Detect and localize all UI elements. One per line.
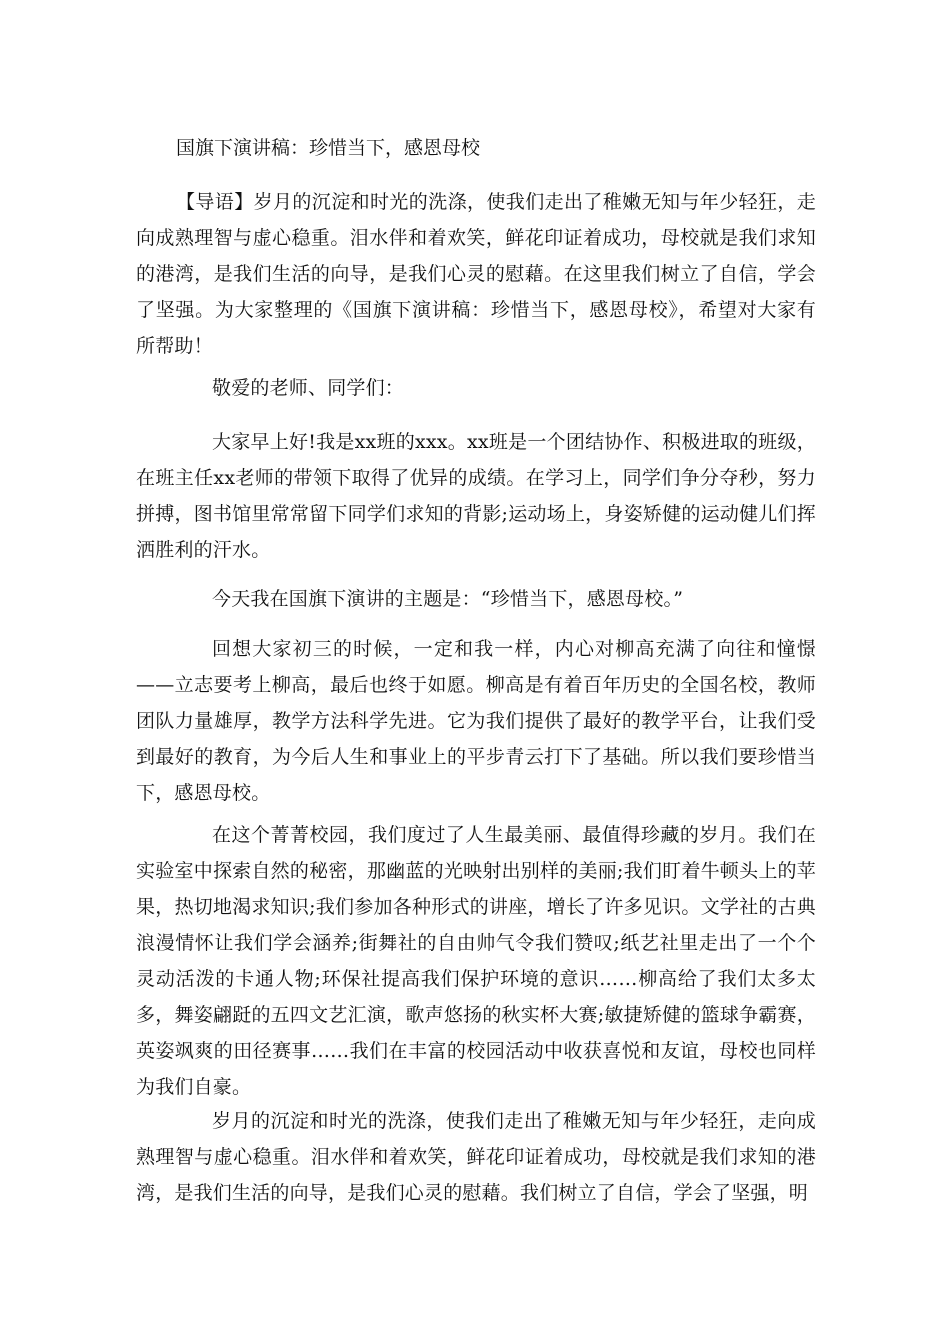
paragraph-greeting (136, 370, 816, 406)
paragraph-topic (136, 581, 816, 617)
paragraph-self-introduction (136, 424, 816, 568)
recall-text: 回想大家初三的时候，一定和我一样，内心对柳高充满了向往和憧憬——立志要考上柳高，最后也终于如愿。柳高是有着百年历史的全国名校，教师团队力量雄厚，教学方法科学先进。它为我们提供了最好的教学平台，让我们受到最好的教育，为今后人生和事业上的平步青云打下了基础。所以我们要珍惜当下，感恩母校。 (136, 638, 816, 804)
topic-text: 今天我在国旗下演讲的主题是：“珍惜当下，感恩母校。” (212, 588, 684, 610)
paragraph-campus-life (136, 817, 816, 1105)
document-title: 国旗下演讲稿：珍惜当下，感恩母校 (176, 137, 481, 159)
years-text: 岁月的沉淀和时光的洗涤，使我们走出了稚嫩无知与年少轻狂，走向成熟理智与虚心稳重。泪水伴和着欢笑，鲜花印证着成功，母校就是我们求知的港湾，是我们生活的向导，是我们心灵的慰藉。我们树立了自信，学会了坚强，明 (136, 1110, 816, 1204)
greeting-text: 敬爱的老师、同学们： (212, 377, 405, 399)
paragraph-intro (136, 184, 816, 364)
intro-text: 【导语】岁月的沉淀和时光的洗涤，使我们走出了稚嫩无知与年少轻狂，走向成熟理智与虚心稳重。泪水伴和着欢笑，鲜花印证着成功，母校就是我们求知的港湾，是我们生活的向导，是我们心灵的慰藉。在这里我们树立了自信，学会了坚强。为大家整理的《国旗下演讲稿：珍惜当下，感恩母校》，希望对大家有所帮助！ (136, 191, 816, 357)
self-introduction-text: 大家早上好!我是xx班的xxx。xx班是一个团结协作、积极进取的班级，在班主任xx老师的带领下取得了优异的成绩。在学习上，同学们争分夺秒，努力拼搏，图书馆里常常留下同学们求知的背影;运动场上，身姿矫健的运动健儿们挥洒胜利的汗水。 (136, 431, 816, 561)
paragraph-years (136, 1103, 816, 1211)
paragraph-recall (136, 631, 816, 811)
campus-life-text: 在这个菁菁校园，我们度过了人生最美丽、最值得珍藏的岁月。我们在实验室中探索自然的秘密，那幽蓝的光映射出别样的美丽;我们盯着牛顿头上的苹果，热切地渴求知识;我们参加各种形式的讲座，增长了许多见识。文学社的古典浪漫情怀让我们学会涵养;街舞社的自由帅气令我们赞叹;纸艺社里走出了一个个灵动活泼的卡通人物;环保社提高我们保护环境的意识……柳高给了我们太多太多，舞姿翩跹的五四文艺汇演，歌声悠扬的秋实杯大赛;敏捷矫健的篮球争霸赛，英姿飒爽的田径赛事……我们在丰富的校园活动中收获喜悦和友谊，母校也同样为我们自豪。 (136, 824, 816, 1098)
